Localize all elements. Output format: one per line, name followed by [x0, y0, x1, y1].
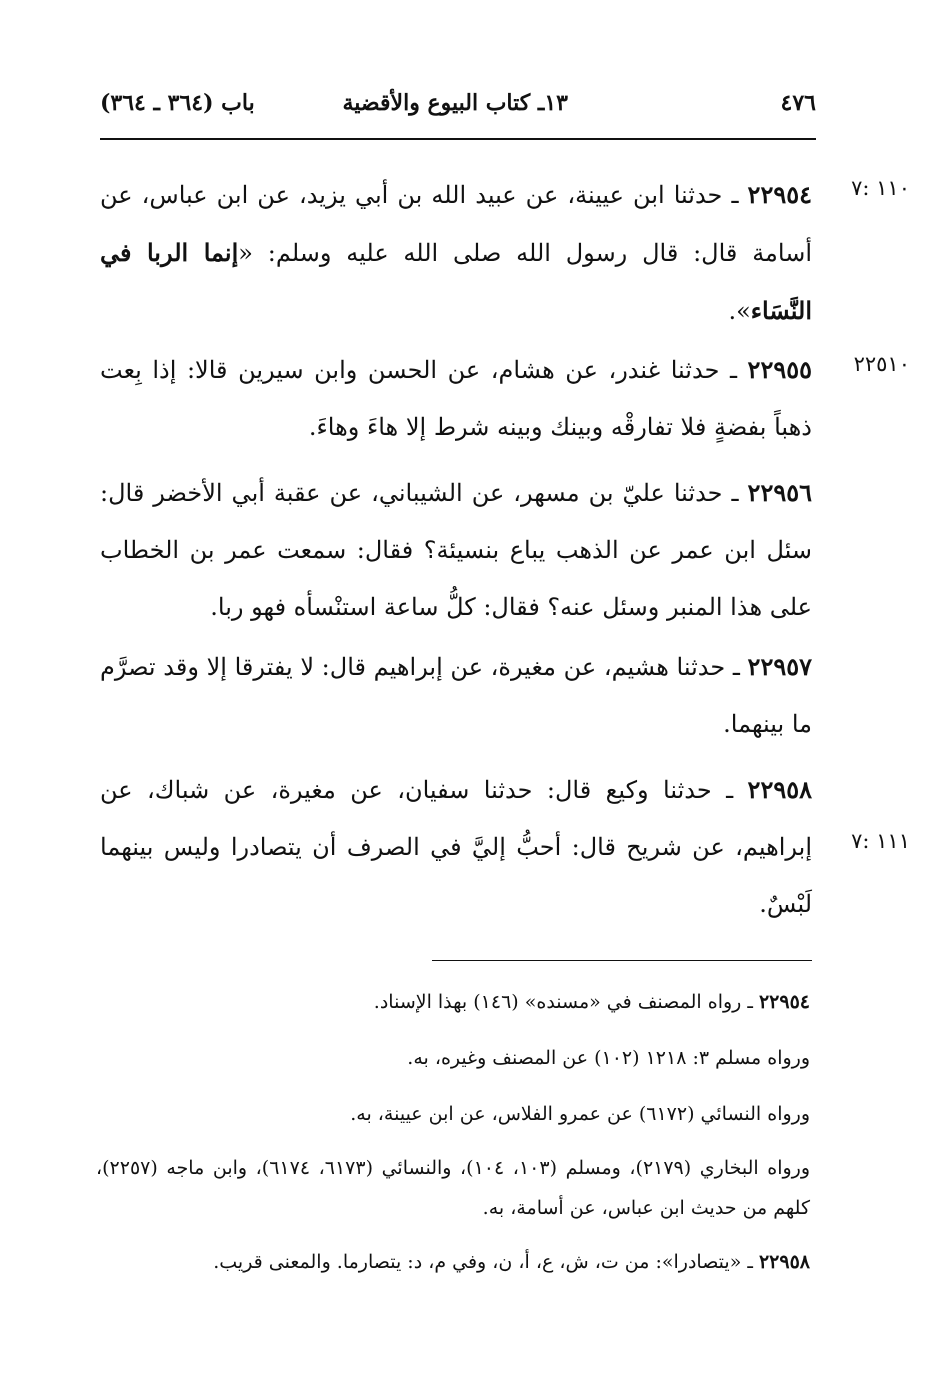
- hadith-text: ـ حدثنا وكيع قال: حدثنا سفيان، عن مغيرة، عن شباك، عن إبراهيم، عن شريح قال: أحبُّ إليَّ في الصرف أن يتصادرا وليس بينهما لَبْسٌ.: [100, 776, 812, 918]
- hadith-entry: [100, 166, 812, 340]
- book-title: ١٣ـ كتاب البيوع والأقضية: [342, 90, 568, 116]
- hadith-number: ٢٢٩٥٦: [747, 478, 812, 507]
- footnote-separator: [432, 960, 812, 961]
- footnote: ورواه النسائي (٦١٧٢) عن عمرو الفلاس، عن ابن عيينة، به.: [350, 1103, 810, 1125]
- footnote-number: ٢٢٩٥٨: [758, 1251, 810, 1273]
- hadith-entry: [100, 464, 812, 636]
- hadith-emphasis: إنما الربا في النَّسَاء: [100, 238, 812, 325]
- footnote: ورواه البخاري (٢١٧٩)، ومسلم (١٠٣، ١٠٤)، والنسائي (٦١٧٣، ٦١٧٤)، وابن ماجه (٢٢٥٧)، كلهم من حديث ابن عباس، عن أسامة، به.: [96, 1157, 811, 1219]
- footnote: ٢٢٩٥٨ ـ «يتصادرا»: من ت، ش، ع، أ، ن، وفي م، د: يتصارما. والمعنى قريب.: [213, 1251, 810, 1273]
- footnote: ٢٢٩٥٤ ـ رواه المصنف في «مسنده» (١٤٦) بهذا الإسناد.: [373, 991, 810, 1013]
- margin-ref-volume-page: ٧: ١١١: [851, 829, 910, 853]
- hadith-entry: [100, 761, 812, 933]
- hadith-text: ـ حدثنا ابن عيينة، عن عبيد الله بن أبي يزيد، عن ابن عباس، عن أسامة قال: قال رسول الله صلى الله عليه وسلم: «: [100, 181, 813, 267]
- hadith-entry: [100, 341, 812, 456]
- running-header: [100, 84, 816, 130]
- hadith-text: ـ حدثنا غندر، عن هشام، عن الحسن وابن سيرين قالا: إذا بِعت ذهباً بفضةٍ فلا تفارقْه وبينك وبينه شرط إلا هاءَ وهاءَ.: [100, 356, 812, 441]
- hadith-text: ـ حدثنا عليّ بن مسهر، عن الشيباني، عن عقبة أبي الأخضر قال: سئل ابن عمر عن الذهب يباع بنسيئة؟ فقال: سمعت عمر بن الخطاب على هذا المنبر وسئل عنه؟ فقال: كلُّ ساعة استنْسأه فهو ربا.: [100, 479, 812, 621]
- hadith-number: ٢٢٩٥٨: [747, 775, 812, 804]
- footnotes: [96, 980, 810, 1284]
- margin-ref-hadith: ٢٢٥١٠: [853, 352, 910, 376]
- header-rule: [100, 138, 816, 140]
- footnote-number: ٢٢٩٥٤: [758, 991, 810, 1013]
- margin-ref-volume-page: ٧: ١١٠: [851, 176, 910, 200]
- hadith-text: ـ حدثنا هشيم، عن مغيرة، عن إبراهيم قال: لا يفترقا إلا وقد تصرَّم ما بينهما.: [100, 653, 812, 738]
- footnote: ورواه مسلم ٣: ١٢١٨ (١٠٢) عن المصنف وغيره، به.: [407, 1047, 810, 1069]
- hadith-number: ٢٢٩٥٧: [747, 652, 812, 681]
- hadith-text-end: ».: [728, 297, 751, 325]
- hadith-number: ٢٢٩٥٥: [747, 355, 812, 384]
- hadith-entry: [100, 638, 812, 753]
- hadith-number: ٢٢٩٥٤: [747, 180, 812, 209]
- page-number: ٤٧٦: [780, 90, 816, 116]
- chapter-range: باب (٣٦٤ ـ ٣٦٤): [100, 90, 255, 116]
